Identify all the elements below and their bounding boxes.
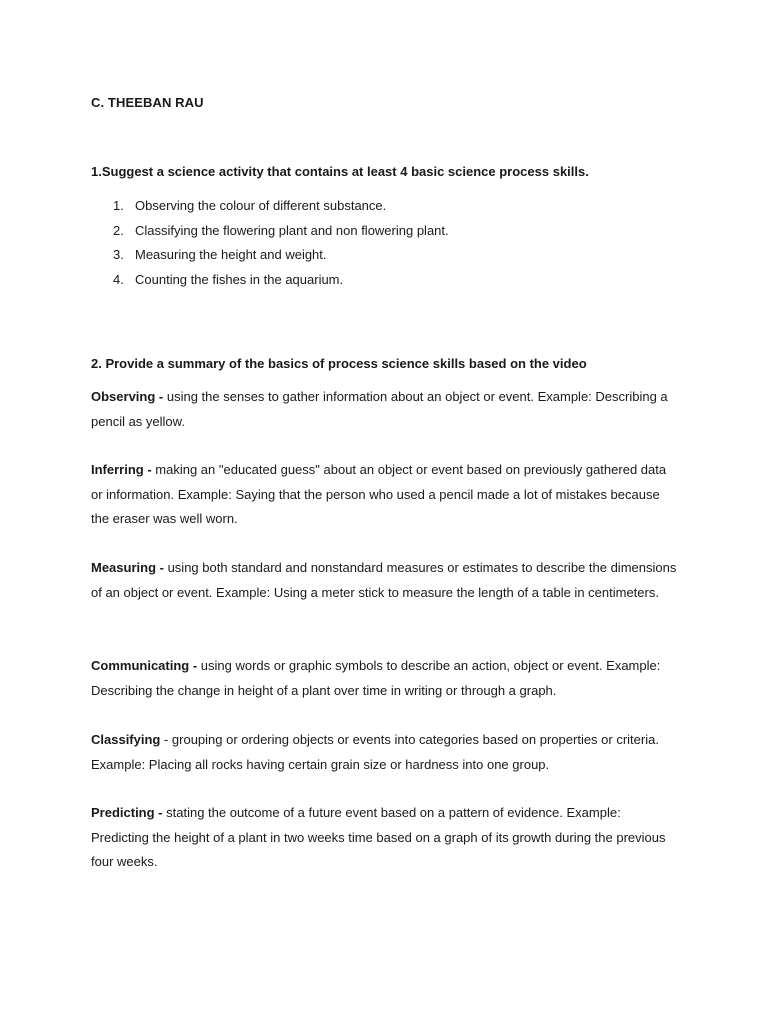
- list-item-number: 2.: [113, 222, 124, 238]
- skill-paragraph-communicating: [91, 654, 681, 703]
- list-item: [91, 222, 691, 247]
- skill-description: using the senses to gather information about an object or event. Example: Describing a pencil as yellow.: [91, 389, 668, 429]
- skill-term: Communicating -: [91, 658, 198, 673]
- list-item-number: 1.: [113, 198, 124, 213]
- skill-description: - grouping or ordering objects or events into categories based on properties or criteria. Example: Placing all rocks having certain grain size or hardness into one group.: [91, 732, 659, 772]
- list-item-text: Observing the colour of different substance.: [135, 198, 387, 213]
- list-item-text: Counting the fishes in the aquarium.: [135, 271, 344, 287]
- list-item-number: 3.: [113, 247, 124, 262]
- list-item: [91, 197, 691, 222]
- skill-description: stating the outcome of a future event based on a pattern of evidence. Example: Predicting the height of a plant in two weeks time based on a graph of its growth during the previous four weeks.: [91, 805, 666, 870]
- author-name: C. THEEBAN RAU: [91, 95, 204, 110]
- skill-term: Observing -: [91, 389, 164, 404]
- list-item-text: Measuring the height and weight.: [135, 247, 327, 262]
- skill-paragraph-inferring: [91, 458, 681, 532]
- skill-paragraph-predicting: [91, 801, 681, 875]
- skill-paragraph-classifying: [91, 728, 681, 777]
- list-item-number: 4.: [113, 271, 124, 287]
- list-item-text: Classifying the flowering plant and non flowering plant.: [135, 222, 449, 238]
- skill-description: using words or graphic symbols to describe an action, object or event. Example: Describing the change in height of a plant over time in writing or through a graph.: [91, 658, 661, 698]
- skill-term: Classifying: [91, 732, 161, 747]
- skill-term: Inferring -: [91, 462, 152, 477]
- skill-description: using both standard and nonstandard measures or estimates to describe the dimensions of an object or event. Example: Using a meter stick to measure the length of a table in centimeters.: [91, 560, 677, 600]
- list-item: [91, 271, 691, 296]
- question-2-heading: 2. Provide a summary of the basics of process science skills based on the video: [91, 356, 587, 371]
- skill-term: Predicting -: [91, 805, 163, 820]
- question-1-heading: 1.Suggest a science activity that contains at least 4 basic science process skills.: [91, 164, 589, 179]
- question-1-answer-list: [91, 197, 691, 295]
- skill-description: making an "educated guess" about an object or event based on previously gathered data or information. Example: Saying that the person who used a pencil made a lot of mistakes because the eraser was well worn.: [91, 462, 667, 527]
- skill-paragraph-observing: [91, 385, 681, 434]
- list-item: [91, 246, 691, 271]
- skill-term: Measuring -: [91, 560, 164, 575]
- skill-paragraph-measuring: [91, 556, 681, 605]
